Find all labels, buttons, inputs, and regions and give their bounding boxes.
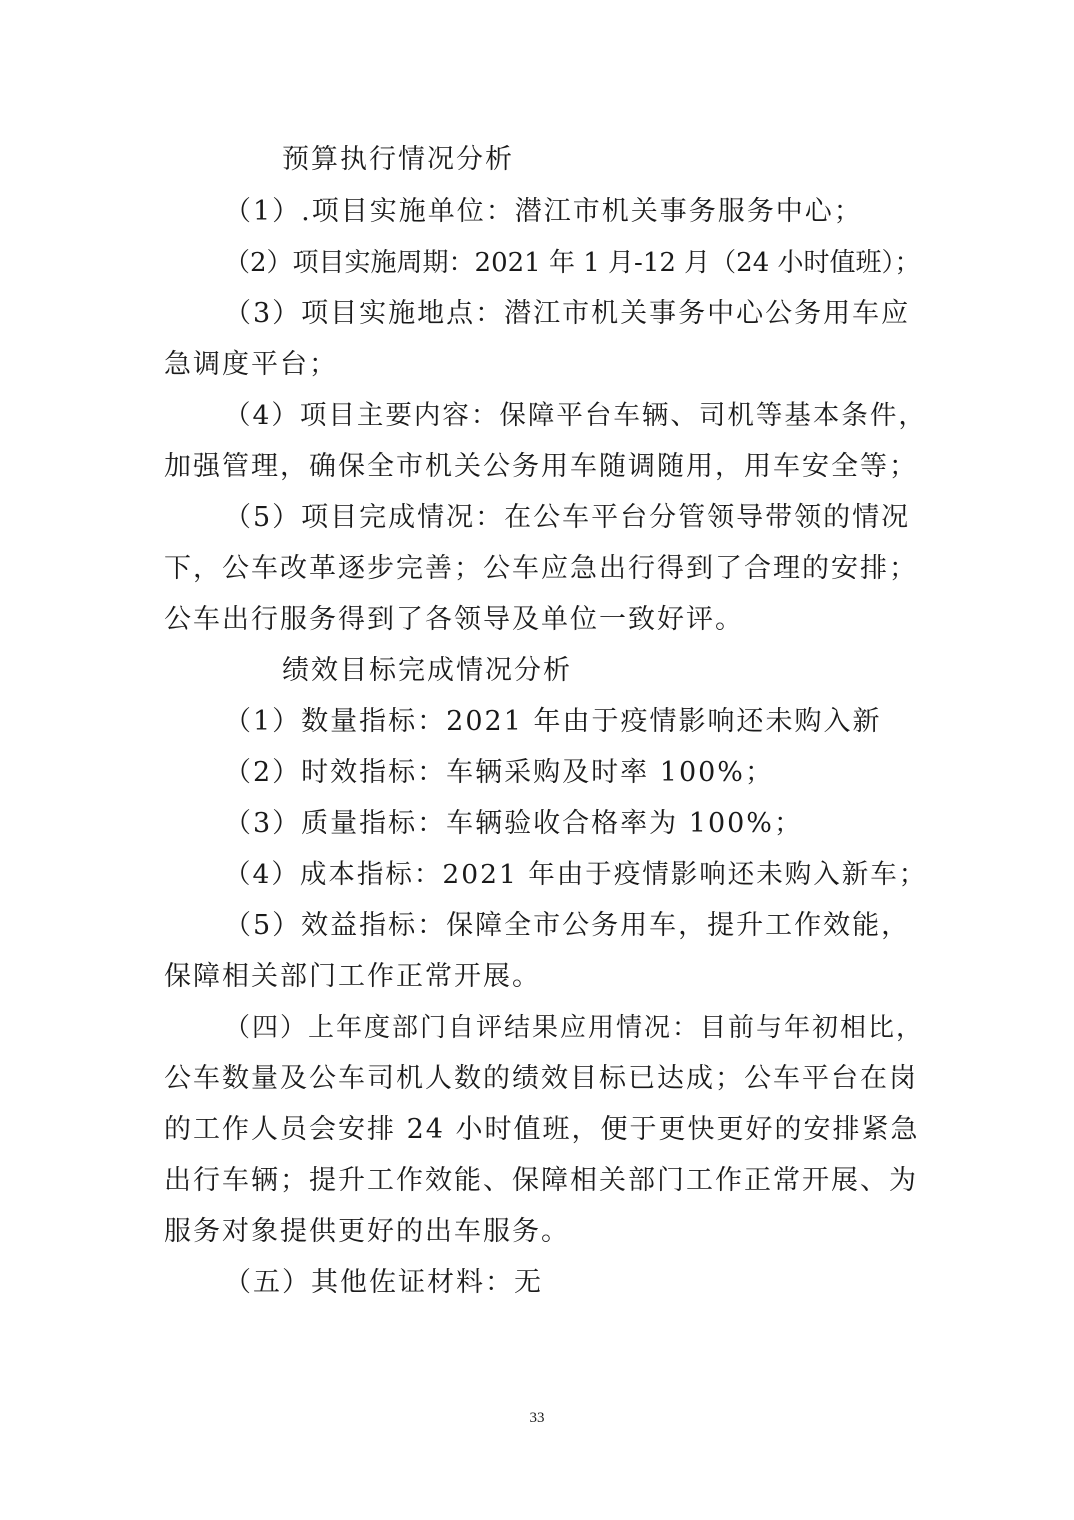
paragraph-line: （五）其他佐证材料：无 [224, 1267, 543, 1298]
paragraph-line: 公车出行服务得到了各领导及单位一致好评。 [164, 604, 744, 635]
paragraph-line: 的工作人员会安排 24 小时值班，便于更快更好的安排紧急 [164, 1114, 920, 1145]
paragraph-line: （5）项目完成情况：在公车平台分管领导带领的情况 [224, 502, 911, 533]
paragraph-line: 急调度平台； [164, 349, 338, 380]
paragraph-line: 加强管理，确保全市机关公务用车随调随用，用车安全等； [164, 451, 918, 482]
section-heading-budget: 预算执行情况分析 [282, 144, 514, 175]
paragraph-line: 公车数量及公车司机人数的绩效目标已达成；公车平台在岗 [164, 1063, 918, 1094]
paragraph-line: （4）项目主要内容：保障平台车辆、司机等基本条件， [224, 400, 927, 431]
paragraph-line: （1）数量指标：2021 年由于疫情影响还未购入新 [224, 706, 882, 737]
paragraph-line: （3）质量指标：车辆验收合格率为 100%； [224, 808, 803, 839]
paragraph-line: 服务对象提供更好的出车服务。 [164, 1216, 570, 1247]
paragraph-line: （4）成本指标：2021 年由于疫情影响还未购入新车； [224, 859, 928, 890]
paragraph-line: 下，公车改革逐步完善；公车应急出行得到了合理的安排； [164, 553, 918, 584]
section-heading-performance: 绩效目标完成情况分析 [282, 655, 572, 686]
page-number: 33 [529, 1410, 545, 1426]
paragraph-line: （四）上年度部门自评结果应用情况：目前与年初相比， [224, 1013, 925, 1043]
paragraph-line: （1）.项目实施单位：潜江市机关事务服务中心； [224, 196, 863, 227]
paragraph-line: （2）项目实施周期：2021 年 1 月-12 月（24 小时值班）； [224, 248, 921, 278]
paragraph-line: 出行车辆；提升工作效能、保障相关部门工作正常开展、为 [164, 1165, 918, 1196]
paragraph-line: （5）效益指标：保障全市公务用车，提升工作效能， [224, 910, 911, 941]
paragraph-line: （3）项目实施地点：潜江市机关事务中心公务用车应 [224, 298, 911, 329]
paragraph-line: （2）时效指标：车辆采购及时率 100%； [224, 757, 774, 788]
paragraph-line: 保障相关部门工作正常开展。 [164, 961, 541, 992]
